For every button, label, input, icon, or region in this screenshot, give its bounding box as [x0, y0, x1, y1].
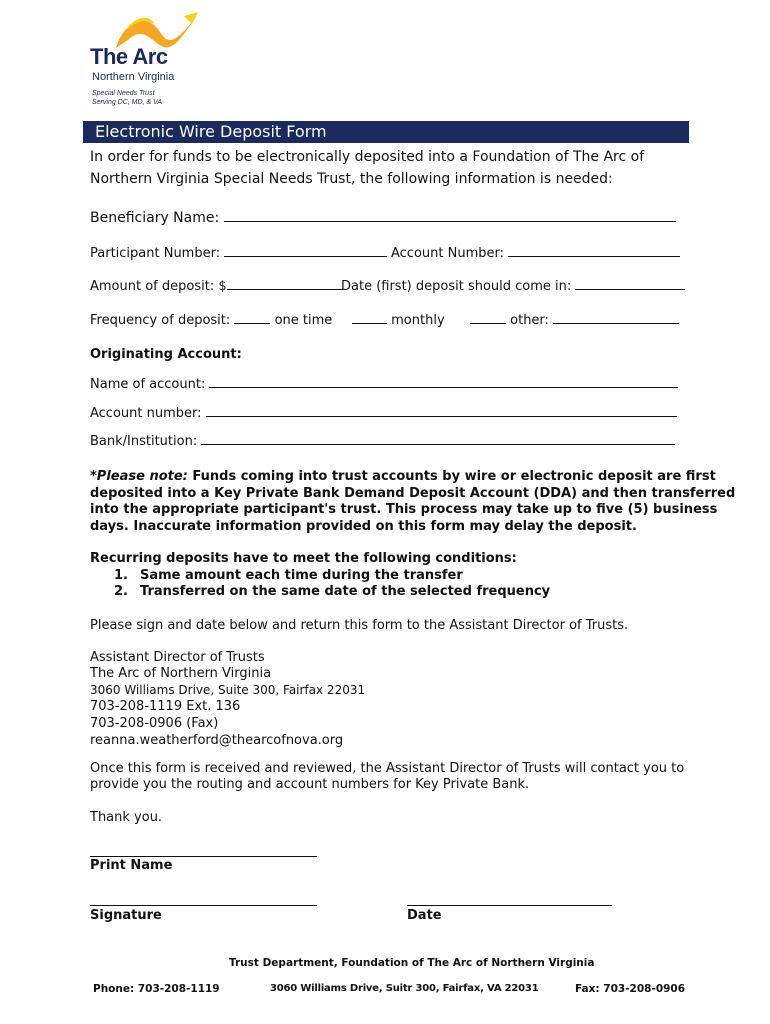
first-deposit-date-field[interactable] — [575, 276, 685, 290]
signature-line[interactable] — [90, 905, 317, 906]
logo-line-2: Serving DC, MD, & VA — [92, 99, 163, 106]
account-number-label: Account Number: — [391, 246, 504, 261]
contact-org: The Arc of Northern Virginia — [90, 666, 272, 681]
footer-fax: Fax: 703-208-0906 — [575, 983, 686, 995]
originating-heading: Originating Account: — [90, 347, 242, 362]
frequency-other-label: other: — [510, 313, 549, 328]
title-bar — [83, 121, 689, 143]
frequency-monthly-label: monthly — [391, 313, 445, 328]
name-of-account-label: Name of account: — [90, 377, 206, 392]
footer-phone: Phone: 703-208-1119 — [93, 983, 220, 995]
footer-department: Trust Department, Foundation of The Arc of Northern Virginia — [229, 957, 595, 969]
contact-title: Assistant Director of Trusts — [90, 650, 265, 665]
amount-label: Amount of deposit: $ — [90, 279, 227, 294]
name-of-account-field[interactable] — [209, 374, 678, 388]
first-deposit-date-label: Date (first) deposit should come in: — [341, 279, 572, 294]
contact-fax: 703-208-0906 (Fax) — [90, 716, 219, 731]
followup-line-1: Once this form is received and reviewed, the Assistant Director of Trusts will contact you to — [90, 761, 685, 776]
recurring-item: 1. Same amount each time during the transfer — [114, 568, 463, 583]
frequency-other-field[interactable] — [470, 310, 506, 324]
signature-label: Signature — [90, 908, 162, 923]
contact-phone: 703-208-1119 Ext. 136 — [90, 699, 241, 714]
participant-number-field[interactable] — [224, 243, 387, 257]
frequency-other-input[interactable] — [553, 310, 679, 324]
recurring-heading: Recurring deposits have to meet the following conditions: — [90, 551, 517, 566]
instructions: Please sign and date below and return this form to the Assistant Director of Trusts. — [90, 618, 629, 633]
print-name-line[interactable] — [90, 856, 317, 857]
logo-line-1: Special Needs Trust — [92, 90, 155, 97]
followup-line-2: provide you the routing and account numbers for Key Private Bank. — [90, 777, 530, 792]
originating-account-number-field[interactable] — [206, 403, 677, 417]
date-label: Date — [407, 908, 442, 923]
logo-name: The Arc — [90, 44, 168, 69]
bank-institution-field[interactable] — [201, 431, 675, 445]
beneficiary-label: Beneficiary Name: — [90, 210, 220, 226]
frequency-monthly-field[interactable] — [352, 310, 387, 324]
frequency-one-time-field[interactable] — [234, 310, 270, 324]
footer-address: 3060 Williams Drive, Suitr 300, Fairfax, VA 22031 — [270, 983, 539, 994]
note-line-1: *Please note: Funds coming into trust accounts by wire or electronic deposit are first — [90, 469, 716, 484]
thank-you: Thank you. — [90, 810, 163, 825]
intro-line-2: Northern Virginia Special Needs Trust, the following information is needed: — [90, 171, 613, 187]
date-line[interactable] — [407, 905, 612, 906]
note-line-4: days. Inaccurate information provided on this form may delay the deposit. — [90, 519, 637, 534]
beneficiary-name-field[interactable] — [224, 208, 676, 222]
amount-field[interactable] — [227, 276, 343, 290]
bank-institution-label: Bank/Institution: — [90, 434, 198, 449]
print-name-label: Print Name — [90, 858, 173, 873]
note-line-2: deposited into a Key Private Bank Demand Deposit Account (DDA) and then transferred — [90, 486, 736, 501]
note-label: *Please note: — [90, 469, 188, 484]
note-line-3: into the appropriate participant's trust. This process may take up to five (5) business — [90, 502, 718, 517]
frequency-label: Frequency of deposit: — [90, 313, 231, 328]
recurring-item: 2. Transferred on the same date of the selected frequency — [114, 584, 551, 599]
account-number-field[interactable] — [508, 243, 680, 257]
originating-account-number-label: Account number: — [90, 406, 202, 421]
contact-email[interactable]: reanna.weatherford@thearcofnova.org — [90, 733, 344, 748]
participant-number-label: Participant Number: — [90, 246, 221, 261]
logo-subname: Northern Virginia — [92, 71, 175, 83]
intro-line-1: In order for funds to be electronically deposited into a Foundation of The Arc of — [90, 149, 645, 165]
form-title: Electronic Wire Deposit Form — [95, 122, 327, 141]
contact-address: 3060 Williams Drive, Suite 300, Fairfax 22031 — [90, 683, 366, 697]
frequency-one-time-label: one time — [274, 313, 333, 328]
